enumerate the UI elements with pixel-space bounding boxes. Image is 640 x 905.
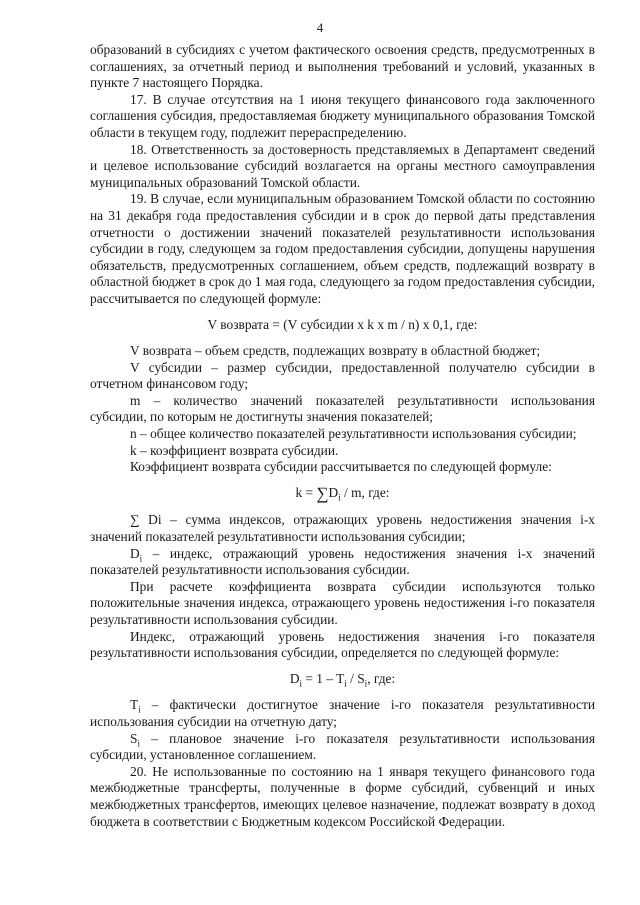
- definition-si: $S_i$ – плановое значение i-го показателя результативности использования субсидии, установленное соглашением.: [90, 730, 595, 763]
- paragraph-index-intro: Индекс, отражающий уровень недостижения значения i-го показателя результативности использования субсидии, определяется по следующей формуле:: [90, 628, 595, 661]
- paragraph-20: 20. Не использованные по состоянию на 1 января текущего финансового года межбюджетные трансферты, полученные в форме субсидий, субвенций и иных межбюджетных трансфертов, имеющих целевое назначение, подлежат возврату в доход бюджета в соответствии с Бюджетным кодексом Российской Федерации.: [90, 763, 595, 829]
- formula-di: $D_i = 1 - T_i / S_i$, где:: [289, 670, 396, 689]
- definition-v-subsidy: V субсидии – размер субсидии, предоставленной получателю субсидии в отчетном финансовом году;: [90, 359, 595, 392]
- definition-v-return: V возврата – объем средств, подлежащих возврату в областной бюджет;: [130, 343, 541, 359]
- page-number: 4: [316, 20, 324, 35]
- paragraph-continuation: образований в субсидиях с учетом фактического освоения средств, предусмотренных в соглашениях, за отчетный период и выполнения требований и условий, указанных в пункте 7 настоящего Порядка.: [90, 42, 595, 91]
- definition-m: m – количество значений показателей результативности использования субсидии, по которым не достигнуты значения показателей;: [90, 392, 595, 425]
- paragraph-positive-values: При расчете коэффициента возврата субсидии используются только положительные значения индекса, отражающего уровень недостижения i-го показателя результативности использования субсидии.: [90, 578, 595, 627]
- formula-v-return: V возврата = (V субсидии x k x m / n) x 0,1, где:: [207, 316, 478, 332]
- formula-k: $k = \sum D_i / m$, где:: [295, 483, 390, 503]
- document-body: [90, 42, 595, 830]
- definition-sum-di: ∑ Di – сумма индексов, отражающих уровень недостижения значения i-х значений показателей результативности использования субсидии;: [90, 512, 595, 545]
- definition-di: $D_i$ – индекс, отражающий уровень недостижения значения i-х значений показателей результативности использования субсидии.: [90, 545, 595, 578]
- sum-symbol: ∑: [316, 483, 329, 503]
- definition-ti: $T_i$ – фактически достигнутое значение i-го показателя результативности использования субсидии на отчетную дату;: [90, 697, 595, 729]
- definition-k: k – коэффициент возврата субсидии.: [130, 442, 339, 458]
- paragraph-19: 19. В случае, если муниципальным образованием Томской области по состоянию на 31 декабря года предоставления субсидии и в срок до первой даты представления отчетности о достижении значений показателей результативности использования субсидии в году, следующем за годом предоставления субсидии, допущены нарушения обязательств, предусмотренных соглашением, объем средств, подлежащий возврату в областной бюджет в срок до 1 мая года, следующего за годом предоставления субсидии, рассчитывается по следующей формуле:: [90, 191, 595, 306]
- paragraph-k-formula-intro: Коэффициент возврата субсидии рассчитывается по следующей формуле:: [130, 459, 552, 475]
- paragraph-17: 17. В случае отсутствия на 1 июня текущего финансового года заключенного соглашения субсидия, предоставляемая бюджету муниципального образования Томской области в текущем году, подлежит перераспределению.: [90, 91, 595, 140]
- definition-n: n – общее количество показателей результативности использования субсидии;: [130, 426, 577, 442]
- paragraph-18: 18. Ответственность за достоверность представляемых в Департамент сведений и целевое использование субсидий возлагается на органы местного самоуправления муниципальных образований Томской области.: [90, 141, 595, 190]
